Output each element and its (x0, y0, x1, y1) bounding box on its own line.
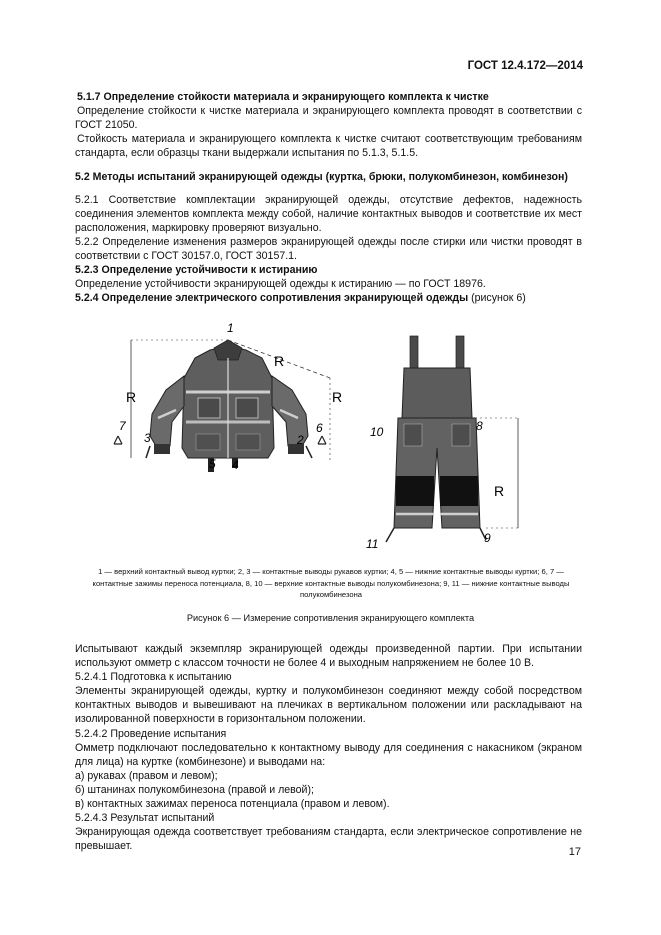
label-4: 4 (232, 458, 239, 472)
paragraph-test-intro: Испытывают каждый экземпляр экранирующей одежды произведенной партии. При испытании используют омметр с классом точности не более 4 и выходным напряжением не более 10 В. (75, 643, 582, 670)
paragraph-5-2-3: Определение устойчивости экранирующей одежды к истиранию — по ГОСТ 18976. (75, 278, 486, 291)
upper-text-block (75, 90, 582, 305)
heading-5-2-4-1: 5.2.4.1 Подготовка к испытанию (75, 671, 232, 684)
label-5: 5 (209, 457, 216, 471)
list-item-b: б) штанинах полукомбинезона (правой и левой); (75, 783, 314, 796)
label-1: 1 (227, 321, 234, 335)
label-7: 7 (119, 419, 126, 433)
jacket-illustration (146, 340, 312, 472)
heading-5-2-4-bold: 5.2.4 Определение электрического сопротивления экранирующей одежды (75, 292, 469, 305)
lower-text-block (75, 642, 582, 853)
figure-caption: Рисунок 6 — Измерение сопротивления экранирующего комплекта (186, 613, 475, 623)
heading-5-2-3: 5.2.3 Определение устойчивости к истиранию (75, 264, 318, 277)
figure-legend: 1 — верхний контактный вывод куртки; 2, 3 — контактные выводы рукавов куртки; 4, 5 — нижние контактные выводы куртки; 6, 7 — контактные зажимы переноса потенциала, 8, 10 — верхние контактные выводы полукомбинезона; 9, 11 — нижние контактные выводы полукомбинезона (92, 567, 570, 599)
paragraph-5-1-7-2: Стойкость материала и экранирующего комплекта к чистке считают соответствующим требованиям стандарта, если образцы ткани выдержали испытания по 5.1.3, 5.1.5. (75, 133, 582, 160)
label-9: 9 (484, 531, 491, 545)
label-r-top: R (274, 353, 285, 369)
heading-5-2-4-ref: (рисунок 6) (468, 292, 526, 305)
paragraph-5-2-4-3: Экранирующая одежда соответствует требованиям стандарта, если электрическое сопротивление не превышает. (75, 826, 582, 853)
label-8: 8 (476, 419, 483, 433)
label-10: 10 (370, 425, 384, 439)
page-number: 17 (568, 846, 581, 858)
standard-header: ГОСТ 12.4.172—2014 (467, 60, 583, 72)
figure-6-diagram (0, 318, 661, 558)
label-r-overalls: R (494, 483, 505, 499)
heading-5-2: 5.2 Методы испытаний экранирующей одежды (куртка, брюки, полукомбинезон, комбинезон) (75, 171, 568, 184)
label-2: 2 (297, 433, 304, 447)
paragraph-5-2-2: 5.2.2 Определение изменения размеров экранирующей одежды после стирки или чистки проводят в соответствии с ГОСТ 30157.0, ГОСТ 30157.1. (75, 235, 582, 262)
heading-5-2-4-2: 5.2.4.2 Проведение испытания (75, 727, 227, 740)
overalls-illustration (386, 336, 486, 542)
label-r-right: R (332, 389, 343, 405)
label-r-left: R (126, 389, 137, 405)
paragraph-5-2-4-1: Элементы экранирующей одежды, куртку и полукомбинезон соединяют между собой посредством контактных выводов и вывешивают на плечиках в вертикальном положении или раскладывают на изолированной поверхности в горизонтальном положении. (75, 685, 582, 726)
paragraph-5-2-1: 5.2.1 Соответствие комплектации экранирующей одежды, отсутствие дефектов, надежность соединения элементов комплекта между собой, наличие контактных выводов и соответствие их мест расположения, маркировку проверяют визуально. (75, 193, 582, 234)
paragraph-5-1-7-1: Определение стойкости к чистке материала и экранирующего комплекта проводят в соответствии с ГОСТ 21050. (75, 105, 582, 132)
heading-5-1-7: 5.1.7 Определение стойкости материала и экранирующего комплекта к чистке (77, 91, 489, 103)
heading-5-2-4 (75, 291, 582, 305)
label-3: 3 (144, 431, 151, 445)
list-item-a: а) рукавах (правом и левом); (75, 769, 218, 782)
label-6: 6 (316, 421, 323, 435)
list-item-c: в) контактных зажимах переноса потенциала (правом и левом). (75, 798, 390, 811)
paragraph-5-2-4-2: Омметр подключают последовательно к контактному выводу для соединения с накасником (экраном для лица) на куртке (комбинезоне) и выводами на: (75, 741, 582, 768)
label-11: 11 (366, 537, 379, 551)
heading-5-2-4-3: 5.2.4.3 Результат испытаний (75, 812, 215, 825)
